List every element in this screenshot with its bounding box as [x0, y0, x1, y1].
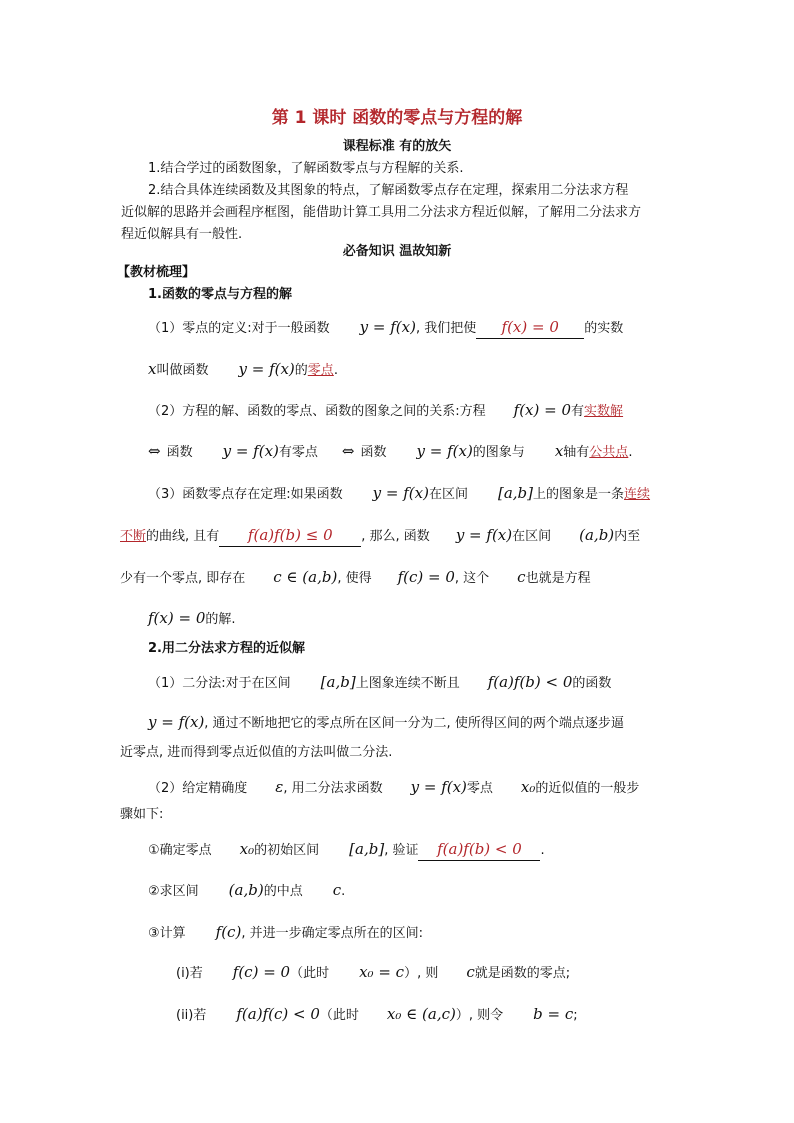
step-3-case-2: (ii)若 f(a)f(c) < 0（此时 x₀ ∈ (a,c)）, 则令 b = c; — [176, 1005, 578, 1023]
math-expression: f(x) = 0 — [148, 609, 206, 627]
math-expression: c — [332, 881, 342, 899]
standard-item-2-line-2: 近似解的思路并会画程序框图，能借助计算工具用二分法求方程近似解，了解用二分法求方 — [121, 205, 642, 220]
s2-p2-line-1: （2）给定精确度 ε, 用二分法求函数 y = f(x)零点 x₀的近似值的一般步 — [148, 778, 640, 796]
math-expression: f(c) = 0 — [397, 568, 455, 586]
math-expression: y = f(x) — [455, 526, 513, 544]
s1-p3-line-1: （3）函数零点存在定理:如果函数 y = f(x)在区间 [a,b]上的图象是一条连续 — [148, 484, 651, 502]
math-expression: f(c) = 0 — [232, 963, 291, 981]
math-expression: f(x) = 0 — [513, 401, 572, 419]
math-expression: x₀ — [520, 778, 536, 796]
equivalence-icon: ⇔ — [148, 442, 161, 460]
math-expression: x — [148, 360, 157, 378]
page-title: 第 1 课时 函数的零点与方程的解 — [271, 108, 523, 128]
math-expression: [a,b] — [497, 484, 533, 502]
s1-p3-line-2: 不断的曲线, 且有 f(a)f(b) ≤ 0 , 那么, 函数 y = f(x)在区间 (a,b)内至 — [0, 526, 794, 547]
s2-p1-line-1: （1）二分法:对于在区间 [a,b]上图象连续不断且 f(a)f(b) < 0的函数 — [148, 673, 612, 691]
math-expression: x₀ = c — [359, 963, 405, 981]
math-expression: (a,b) — [228, 881, 264, 899]
section-2-heading: 2.用二分法求方程的近似解 — [148, 641, 305, 656]
step-3-case-1: (i)若 f(c) = 0（此时 x₀ = c）, 则 c就是函数的零点; — [176, 963, 571, 981]
math-expression: y = f(x) — [416, 442, 473, 460]
math-expression: y = f(x) — [222, 442, 279, 460]
section-1-heading: 1.函数的零点与方程的解 — [148, 287, 292, 302]
answer-continuous-part-2: 不断 — [120, 529, 147, 544]
s2-p1-line-2: y = f(x), 通过不断地把它的零点所在区间一分为二, 使所得区间的两个端点逐步逼 — [148, 713, 624, 731]
s2-p1-line-3: 近零点, 进而得到零点近似值的方法叫做二分法. — [120, 745, 393, 760]
math-expression: x₀ ∈ (a,c) — [386, 1005, 456, 1023]
standard-item-2-line-1: 2.结合具体连续函数及其图象的特点，了解函数零点存在定理，探索用二分法求方程 — [148, 183, 629, 198]
math-expression: y = f(x) — [410, 778, 467, 796]
standard-item-1: 1.结合学过的函数图象，了解函数零点与方程解的关系. — [148, 161, 464, 176]
knowledge-heading: 必备知识 温故知新 — [342, 244, 452, 259]
math-expression: c — [517, 568, 526, 586]
answer-blank: f(a)f(b) < 0 — [418, 840, 540, 861]
math-expression: y = f(x) — [372, 484, 429, 502]
math-expression: y = f(x) — [148, 713, 205, 731]
standards-heading: 课程标准 有的放矢 — [342, 139, 452, 154]
s1-p2-line-1: （2）方程的解、函数的零点、函数的图象之间的关系:方程 f(x) = 0有实数解 — [148, 401, 624, 419]
answer-zero-point: 零点 — [307, 363, 334, 378]
math-expression: (a,b) — [579, 526, 615, 544]
s2-p2-line-2: 骤如下: — [120, 807, 164, 822]
math-expression: f(a)f(b) < 0 — [487, 673, 573, 691]
math-expression: y = f(x) — [359, 318, 416, 336]
answer-common-point: 公共点 — [589, 445, 629, 460]
s1-p3-line-4: f(x) = 0的解. — [148, 609, 236, 627]
standard-item-2-line-3: 程近似解具有一般性. — [121, 227, 243, 242]
step-3: ③计算 f(c), 并进一步确定零点所在的区间: — [148, 923, 423, 941]
math-expression: x — [554, 442, 564, 460]
answer-real-solution: 实数解 — [584, 404, 624, 419]
math-expression: f(c) — [215, 923, 242, 941]
math-expression: b = c — [533, 1005, 574, 1023]
answer-blank: f(a)f(b) ≤ 0 — [219, 526, 361, 547]
textbook-label: 【教材梳理】 — [117, 265, 196, 280]
s1-p1-line-2: x叫做函数 y = f(x)的零点. — [148, 360, 338, 378]
math-expression: c ∈ (a,b) — [273, 568, 338, 586]
answer-continuous-part-1: 连续 — [624, 487, 651, 502]
math-expression: f(a)f(c) < 0 — [236, 1005, 320, 1023]
s1-p1-line-1: （1）零点的定义:对于一般函数 y = f(x), 我们把使 f(x) = 0 的实数 — [0, 318, 794, 339]
math-expression: [a,b] — [320, 673, 356, 691]
equivalence-icon: ⇔ — [341, 442, 355, 460]
math-expression: ε — [275, 778, 284, 796]
s1-p3-line-3: 少有一个零点, 即存在 c ∈ (a,b), 使得 f(c) = 0, 这个 c也就是方程 — [120, 568, 591, 586]
answer-blank: f(x) = 0 — [476, 318, 584, 339]
step-2: ②求区间 (a,b)的中点 c. — [148, 881, 346, 899]
math-expression: x₀ — [239, 840, 255, 858]
math-expression: [a,b] — [349, 840, 385, 858]
s1-p2-line-2: ⇔ 函数 y = f(x)有零点 ⇔ 函数 y = f(x)的图象与 x轴有公共点. — [148, 442, 633, 460]
step-1: ①确定零点 x₀的初始区间 [a,b], 验证 f(a)f(b) < 0 . — [0, 840, 794, 861]
math-expression: c — [466, 963, 475, 981]
math-expression: y = f(x) — [238, 360, 295, 378]
